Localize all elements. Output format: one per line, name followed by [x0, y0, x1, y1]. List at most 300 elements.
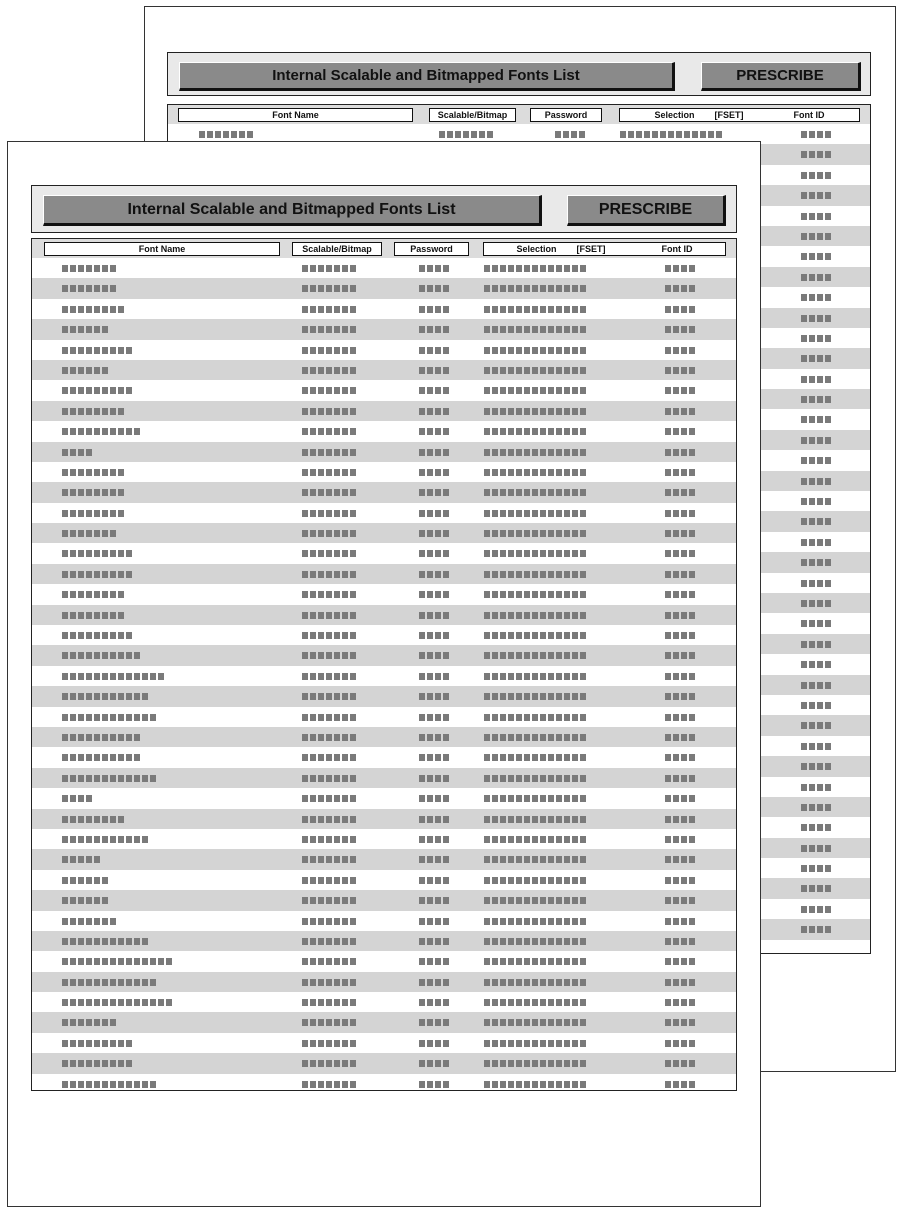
table-row — [32, 931, 736, 951]
font-name-placeholder — [62, 754, 140, 761]
table-row — [32, 951, 736, 971]
font-name-placeholder — [62, 469, 124, 476]
scalable-bitmap-placeholder — [302, 1060, 356, 1067]
back-page-header — [167, 52, 871, 96]
scalable-bitmap-placeholder — [302, 408, 356, 415]
scalable-bitmap-placeholder — [302, 856, 356, 863]
scalable-bitmap-placeholder — [439, 131, 493, 138]
font-name-placeholder — [62, 693, 148, 700]
font-name-placeholder — [62, 1060, 132, 1067]
scalable-bitmap-placeholder — [302, 285, 356, 292]
selection-placeholder — [484, 958, 586, 965]
font-id-placeholder — [801, 478, 831, 485]
password-placeholder — [419, 428, 449, 435]
font-name-placeholder — [62, 387, 132, 394]
password-placeholder — [419, 265, 449, 272]
font-id-placeholder — [801, 131, 831, 138]
table-row — [32, 870, 736, 890]
password-placeholder — [419, 347, 449, 354]
font-id-placeholder — [801, 518, 831, 525]
scalable-bitmap-placeholder — [302, 734, 356, 741]
password-placeholder — [419, 489, 449, 496]
table-row — [32, 482, 736, 502]
font-name-placeholder — [62, 326, 108, 333]
selection-placeholder — [484, 754, 586, 761]
table-row — [32, 849, 736, 869]
password-placeholder — [419, 714, 449, 721]
font-id-placeholder — [665, 408, 695, 415]
font-id-placeholder — [801, 192, 831, 199]
scalable-bitmap-placeholder — [302, 816, 356, 823]
table-row — [32, 319, 736, 339]
scalable-bitmap-placeholder — [302, 1081, 356, 1088]
font-id-placeholder — [801, 600, 831, 607]
font-name-placeholder — [62, 897, 108, 904]
font-id-placeholder — [801, 722, 831, 729]
font-name-placeholder — [62, 347, 132, 354]
font-name-placeholder — [62, 265, 116, 272]
selection-placeholder — [620, 131, 722, 138]
font-name-placeholder — [62, 1081, 156, 1088]
password-placeholder — [419, 326, 449, 333]
scalable-bitmap-placeholder — [302, 449, 356, 456]
table-row — [32, 258, 736, 278]
font-id-placeholder — [801, 559, 831, 566]
scalable-bitmap-placeholder — [302, 775, 356, 782]
back-col-scalable-bitmap: Scalable/Bitmap — [429, 108, 516, 122]
selection-placeholder — [484, 938, 586, 945]
font-name-placeholder — [62, 530, 116, 537]
password-placeholder — [419, 449, 449, 456]
selection-placeholder — [484, 408, 586, 415]
table-row — [32, 564, 736, 584]
font-name-placeholder — [62, 591, 124, 598]
password-placeholder — [419, 1019, 449, 1026]
font-id-placeholder — [665, 326, 695, 333]
font-name-placeholder — [62, 632, 132, 639]
scalable-bitmap-placeholder — [302, 428, 356, 435]
font-name-placeholder — [62, 652, 140, 659]
font-id-placeholder — [801, 253, 831, 260]
selection-placeholder — [484, 510, 586, 517]
scalable-bitmap-placeholder — [302, 714, 356, 721]
scalable-bitmap-placeholder — [302, 510, 356, 517]
password-placeholder — [419, 918, 449, 925]
password-placeholder — [419, 979, 449, 986]
scalable-bitmap-placeholder — [302, 469, 356, 476]
font-id-placeholder — [801, 151, 831, 158]
scalable-bitmap-placeholder — [302, 550, 356, 557]
scalable-bitmap-placeholder — [302, 632, 356, 639]
password-placeholder — [419, 673, 449, 680]
font-id-placeholder — [665, 979, 695, 986]
table-row — [32, 605, 736, 625]
selection-placeholder — [484, 1081, 586, 1088]
font-id-placeholder — [665, 428, 695, 435]
font-id-placeholder — [665, 1081, 695, 1088]
password-placeholder — [419, 530, 449, 537]
font-id-placeholder — [801, 906, 831, 913]
font-id-placeholder — [665, 612, 695, 619]
password-placeholder — [419, 387, 449, 394]
scalable-bitmap-placeholder — [302, 530, 356, 537]
table-row — [32, 890, 736, 910]
font-id-placeholder — [801, 824, 831, 831]
scalable-bitmap-placeholder — [302, 326, 356, 333]
font-id-placeholder — [665, 693, 695, 700]
font-id-placeholder — [665, 285, 695, 292]
font-id-placeholder — [665, 449, 695, 456]
front-col-selection-label: Selection — [516, 244, 557, 254]
font-id-placeholder — [801, 702, 831, 709]
password-placeholder — [419, 408, 449, 415]
password-placeholder — [419, 938, 449, 945]
table-row — [32, 401, 736, 421]
font-id-placeholder — [801, 865, 831, 872]
selection-placeholder — [484, 816, 586, 823]
font-id-placeholder — [801, 376, 831, 383]
selection-placeholder — [484, 693, 586, 700]
font-id-placeholder — [801, 804, 831, 811]
password-placeholder — [419, 795, 449, 802]
back-col-font-id: Font ID — [793, 110, 825, 120]
scalable-bitmap-placeholder — [302, 652, 356, 659]
font-id-placeholder — [665, 795, 695, 802]
password-placeholder — [419, 285, 449, 292]
password-placeholder — [419, 632, 449, 639]
table-row — [32, 992, 736, 1012]
password-placeholder — [419, 856, 449, 863]
font-id-placeholder — [665, 632, 695, 639]
password-placeholder — [419, 754, 449, 761]
password-placeholder — [419, 591, 449, 598]
font-name-placeholder — [62, 918, 116, 925]
font-name-placeholder — [62, 673, 164, 680]
font-id-placeholder — [801, 763, 831, 770]
selection-placeholder — [484, 550, 586, 557]
password-placeholder — [419, 999, 449, 1006]
selection-placeholder — [484, 1060, 586, 1067]
font-name-placeholder — [62, 1040, 132, 1047]
scalable-bitmap-placeholder — [302, 1019, 356, 1026]
front-page-header — [31, 185, 737, 233]
font-id-placeholder — [665, 591, 695, 598]
table-row — [32, 1033, 736, 1053]
table-row — [32, 340, 736, 360]
password-placeholder — [419, 877, 449, 884]
password-placeholder — [419, 510, 449, 517]
password-placeholder — [419, 550, 449, 557]
font-name-placeholder — [62, 816, 124, 823]
selection-placeholder — [484, 387, 586, 394]
scalable-bitmap-placeholder — [302, 571, 356, 578]
scalable-bitmap-placeholder — [302, 265, 356, 272]
password-placeholder — [419, 367, 449, 374]
back-table-header — [168, 105, 870, 124]
table-row — [32, 421, 736, 441]
font-id-placeholder — [665, 652, 695, 659]
font-id-placeholder — [801, 620, 831, 627]
scalable-bitmap-placeholder — [302, 938, 356, 945]
selection-placeholder — [484, 877, 586, 884]
font-id-placeholder — [665, 469, 695, 476]
table-row — [32, 911, 736, 931]
font-id-placeholder — [665, 999, 695, 1006]
font-id-placeholder — [665, 816, 695, 823]
selection-placeholder — [484, 285, 586, 292]
font-id-placeholder — [801, 335, 831, 342]
font-name-placeholder — [62, 285, 116, 292]
password-placeholder — [419, 958, 449, 965]
font-name-placeholder — [62, 367, 108, 374]
front-col-font-id: Font ID — [661, 244, 693, 254]
table-row — [32, 747, 736, 767]
password-placeholder — [419, 693, 449, 700]
font-name-placeholder — [62, 938, 148, 945]
font-id-placeholder — [665, 1060, 695, 1067]
selection-placeholder — [484, 530, 586, 537]
font-name-placeholder — [62, 795, 92, 802]
font-id-placeholder — [801, 233, 831, 240]
font-id-placeholder — [665, 1019, 695, 1026]
font-name-placeholder — [62, 408, 124, 415]
font-name-placeholder — [62, 714, 156, 721]
front-col-font-name: Font Name — [44, 242, 280, 256]
font-id-placeholder — [665, 306, 695, 313]
font-name-placeholder — [62, 489, 124, 496]
password-placeholder — [419, 836, 449, 843]
font-id-placeholder — [665, 367, 695, 374]
table-row — [32, 707, 736, 727]
back-page-title: Internal Scalable and Bitmapped Fonts List — [179, 62, 675, 91]
front-col-scalable-bitmap: Scalable/Bitmap — [292, 242, 382, 256]
font-name-placeholder — [62, 306, 124, 313]
font-id-placeholder — [665, 958, 695, 965]
scalable-bitmap-placeholder — [302, 489, 356, 496]
table-row — [32, 523, 736, 543]
font-id-placeholder — [665, 571, 695, 578]
font-id-placeholder — [801, 396, 831, 403]
font-id-placeholder — [665, 918, 695, 925]
font-id-placeholder — [665, 530, 695, 537]
font-id-placeholder — [801, 580, 831, 587]
font-id-placeholder — [665, 877, 695, 884]
font-id-placeholder — [801, 315, 831, 322]
table-row — [32, 972, 736, 992]
table-row — [32, 1074, 736, 1091]
front-page — [7, 141, 761, 1207]
font-name-placeholder — [62, 571, 132, 578]
font-id-placeholder — [801, 539, 831, 546]
selection-placeholder — [484, 1040, 586, 1047]
font-name-placeholder — [62, 449, 92, 456]
selection-placeholder — [484, 489, 586, 496]
font-id-placeholder — [665, 897, 695, 904]
table-row — [32, 380, 736, 400]
font-id-placeholder — [801, 743, 831, 750]
font-id-placeholder — [665, 489, 695, 496]
font-name-placeholder — [62, 877, 108, 884]
password-placeholder — [419, 469, 449, 476]
password-placeholder — [419, 1060, 449, 1067]
selection-placeholder — [484, 632, 586, 639]
selection-placeholder — [484, 836, 586, 843]
font-id-placeholder — [665, 347, 695, 354]
selection-placeholder — [484, 469, 586, 476]
selection-placeholder — [484, 734, 586, 741]
selection-placeholder — [484, 367, 586, 374]
font-id-placeholder — [665, 856, 695, 863]
font-name-placeholder — [62, 836, 148, 843]
scalable-bitmap-placeholder — [302, 367, 356, 374]
font-id-placeholder — [665, 938, 695, 945]
selection-placeholder — [484, 979, 586, 986]
front-page-table — [31, 238, 737, 1091]
password-placeholder — [419, 571, 449, 578]
font-id-placeholder — [665, 387, 695, 394]
scalable-bitmap-placeholder — [302, 999, 356, 1006]
back-col-selection-label: Selection — [654, 110, 695, 120]
password-placeholder — [555, 131, 585, 138]
font-name-placeholder — [62, 775, 156, 782]
font-id-placeholder — [801, 294, 831, 301]
font-id-placeholder — [801, 641, 831, 648]
font-id-placeholder — [801, 885, 831, 892]
selection-placeholder — [484, 673, 586, 680]
scalable-bitmap-placeholder — [302, 347, 356, 354]
scalable-bitmap-placeholder — [302, 897, 356, 904]
scalable-bitmap-placeholder — [302, 979, 356, 986]
font-id-placeholder — [801, 355, 831, 362]
password-placeholder — [419, 1081, 449, 1088]
front-table-body — [32, 258, 736, 1091]
font-id-placeholder — [665, 673, 695, 680]
font-id-placeholder — [801, 416, 831, 423]
front-col-fset-label: [FSET] — [576, 244, 606, 254]
font-id-placeholder — [801, 661, 831, 668]
font-id-placeholder — [801, 682, 831, 689]
font-name-placeholder — [199, 131, 253, 138]
table-row — [32, 299, 736, 319]
scalable-bitmap-placeholder — [302, 877, 356, 884]
password-placeholder — [419, 306, 449, 313]
font-name-placeholder — [62, 999, 172, 1006]
font-id-placeholder — [665, 1040, 695, 1047]
font-id-placeholder — [665, 714, 695, 721]
front-table-header — [32, 239, 736, 258]
selection-placeholder — [484, 265, 586, 272]
back-col-font-name: Font Name — [178, 108, 413, 122]
table-row — [32, 645, 736, 665]
selection-placeholder — [484, 714, 586, 721]
table-row — [32, 829, 736, 849]
font-name-placeholder — [62, 510, 124, 517]
font-name-placeholder — [62, 734, 140, 741]
font-id-placeholder — [801, 172, 831, 179]
selection-placeholder — [484, 449, 586, 456]
font-name-placeholder — [62, 856, 100, 863]
font-id-placeholder — [665, 265, 695, 272]
font-id-placeholder — [665, 754, 695, 761]
back-col-selection — [619, 108, 860, 122]
table-row — [32, 442, 736, 462]
password-placeholder — [419, 775, 449, 782]
table-row — [32, 666, 736, 686]
font-id-placeholder — [665, 510, 695, 517]
selection-placeholder — [484, 856, 586, 863]
selection-placeholder — [484, 306, 586, 313]
scalable-bitmap-placeholder — [302, 693, 356, 700]
selection-placeholder — [484, 652, 586, 659]
font-name-placeholder — [62, 979, 156, 986]
font-id-placeholder — [801, 845, 831, 852]
table-row — [32, 768, 736, 788]
scalable-bitmap-placeholder — [302, 1040, 356, 1047]
font-id-placeholder — [665, 836, 695, 843]
scalable-bitmap-placeholder — [302, 836, 356, 843]
scalable-bitmap-placeholder — [302, 673, 356, 680]
selection-placeholder — [484, 428, 586, 435]
table-row — [32, 686, 736, 706]
font-id-placeholder — [801, 784, 831, 791]
font-name-placeholder — [62, 1019, 116, 1026]
scalable-bitmap-placeholder — [302, 591, 356, 598]
selection-placeholder — [484, 612, 586, 619]
password-placeholder — [419, 816, 449, 823]
back-col-password: Password — [530, 108, 602, 122]
password-placeholder — [419, 612, 449, 619]
font-name-placeholder — [62, 958, 172, 965]
selection-placeholder — [484, 347, 586, 354]
table-row — [32, 503, 736, 523]
scalable-bitmap-placeholder — [302, 754, 356, 761]
selection-placeholder — [484, 1019, 586, 1026]
front-page-title: Internal Scalable and Bitmapped Fonts List — [43, 195, 542, 226]
selection-placeholder — [484, 999, 586, 1006]
back-col-fset-label: [FSET] — [714, 110, 744, 120]
table-row — [32, 543, 736, 563]
table-row — [32, 1012, 736, 1032]
selection-placeholder — [484, 897, 586, 904]
table-row — [32, 360, 736, 380]
selection-placeholder — [484, 795, 586, 802]
font-id-placeholder — [665, 734, 695, 741]
font-id-placeholder — [801, 274, 831, 281]
font-name-placeholder — [62, 550, 132, 557]
font-id-placeholder — [665, 550, 695, 557]
font-id-placeholder — [801, 213, 831, 220]
table-row — [32, 278, 736, 298]
password-placeholder — [419, 652, 449, 659]
scalable-bitmap-placeholder — [302, 612, 356, 619]
table-row — [32, 727, 736, 747]
font-id-placeholder — [801, 926, 831, 933]
selection-placeholder — [484, 591, 586, 598]
font-name-placeholder — [62, 428, 140, 435]
back-page-brand: PRESCRIBE — [701, 62, 861, 91]
selection-placeholder — [484, 918, 586, 925]
font-id-placeholder — [801, 457, 831, 464]
password-placeholder — [419, 734, 449, 741]
selection-placeholder — [484, 571, 586, 578]
font-id-placeholder — [801, 437, 831, 444]
password-placeholder — [419, 897, 449, 904]
selection-placeholder — [484, 326, 586, 333]
scalable-bitmap-placeholder — [302, 958, 356, 965]
password-placeholder — [419, 1040, 449, 1047]
table-row — [32, 788, 736, 808]
front-col-password: Password — [394, 242, 469, 256]
